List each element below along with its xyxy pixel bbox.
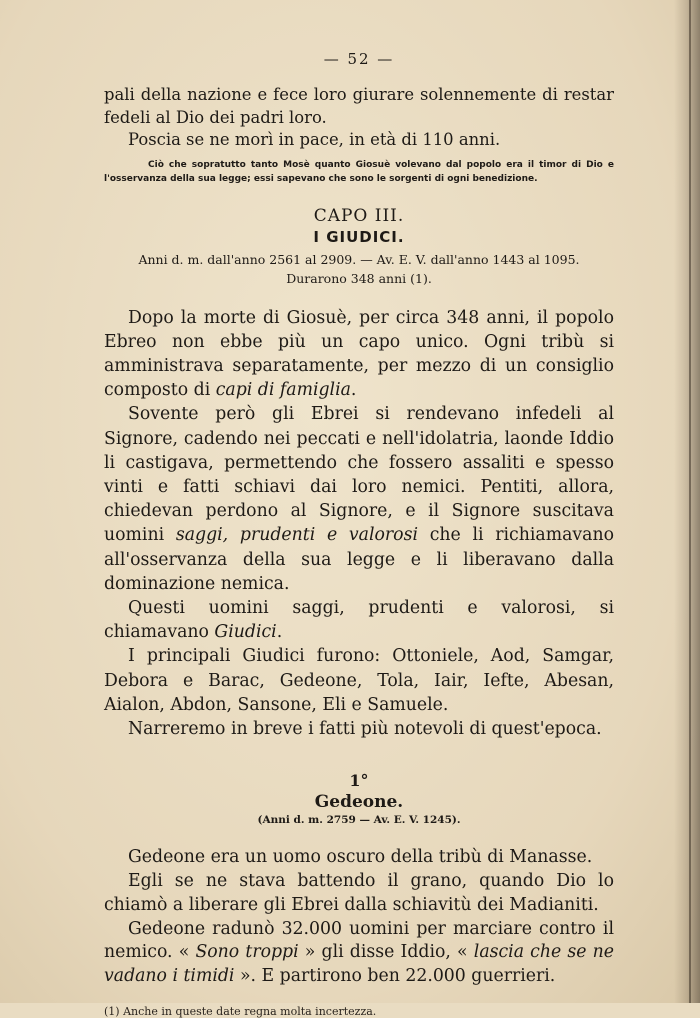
- page-content: [104, 50, 614, 1018]
- page-gutter-shadow: [674, 0, 700, 1003]
- gedeone-paragraph-2: Egli se ne stava battendo il grano, quando Dio lo chiamò a liberare gli Ebrei dalla schiavitù dei Madianiti.: [104, 870, 614, 915]
- chapter-number: CAPO III.: [313, 205, 405, 226]
- moral-note: Ciò che sopratutto tanto Mosè quanto Giosuè volevano dal popolo era il timor di Dio e l'osservanza della sua legge; essi sapevano che sono le sorgenti di ogni benedizione.: [104, 159, 614, 184]
- chapter-dates: [104, 250, 614, 288]
- section-number: 1°: [349, 771, 369, 791]
- footnote: (1) Anche in queste date regna molta incertezza.: [104, 1004, 377, 1018]
- chapter-dates-line1: Anni d. m. dall'anno 2561 al 2909. — Av. E. V. dall'anno 1443 al 1095.: [138, 251, 580, 267]
- section-title: Gedeone.: [314, 792, 404, 813]
- chapter-body: [104, 306, 614, 742]
- section-dates: (Anni d. m. 2759 — Av. E. V. 1245).: [257, 814, 461, 827]
- chapter-title: I GIUDICI.: [313, 227, 405, 246]
- paragraph-3: Questi uomini saggi, prudenti e valorosi, si chiamavano Giudici.: [104, 597, 614, 643]
- intro-paragraph-death: Poscia se ne morì in pace, in età di 110 anni.: [128, 130, 501, 149]
- paragraph-5: Narreremo in breve i fatti più notevoli di quest'epoca.: [128, 718, 602, 739]
- gedeone-paragraph-1: Gedeone era un uomo oscuro della tribù di Manasse.: [128, 847, 593, 868]
- paragraph-1: Dopo la morte di Giosuè, per circa 348 anni, il popolo Ebreo non ebbe più un capo unico. Ogni tribù si amministrava separatamente, per mezzo di un consiglio composto di capi di famiglia.: [104, 307, 614, 401]
- paragraph-2: Sovente però gli Ebrei si rendevano infedeli al Signore, cadendo nei peccati e nell'idolatria, laonde Iddio li castigava, permettendo che fossero assaliti e spesso vinti e fatti schiavi dai loro nemici. Pentiti, allora, chiedevan perdono al Signore, e il Signore suscitava uomini saggi, prudenti e valorosi che li richiamavano all'osservanza della sua legge e li liberavano dalla dominazione nemica.: [104, 404, 614, 594]
- intro-paragraph-end: pali della nazione e fece loro giurare solennemente di restar fedeli al Dio dei padri loro.: [104, 85, 614, 127]
- paragraph-4: I principali Giudici furono: Ottoniele, Aod, Samgar, Debora e Barac, Gedeone, Tola, Iair, Iefte, Abesan, Aialon, Abdon, Sansone, Eli e Samuele.: [104, 646, 614, 715]
- section-body: [104, 846, 614, 989]
- page-number: — 52 —: [323, 50, 395, 68]
- chapter-dates-line2: Durarono 348 anni (1).: [286, 270, 432, 286]
- gedeone-paragraph-3: Gedeone radunò 32.000 uomini per marciare contro il nemico. « Sono troppi » gli disse Iddio, « lascia che se ne vadano i timidi ». E partirono ben 22.000 guerrieri.: [104, 918, 614, 987]
